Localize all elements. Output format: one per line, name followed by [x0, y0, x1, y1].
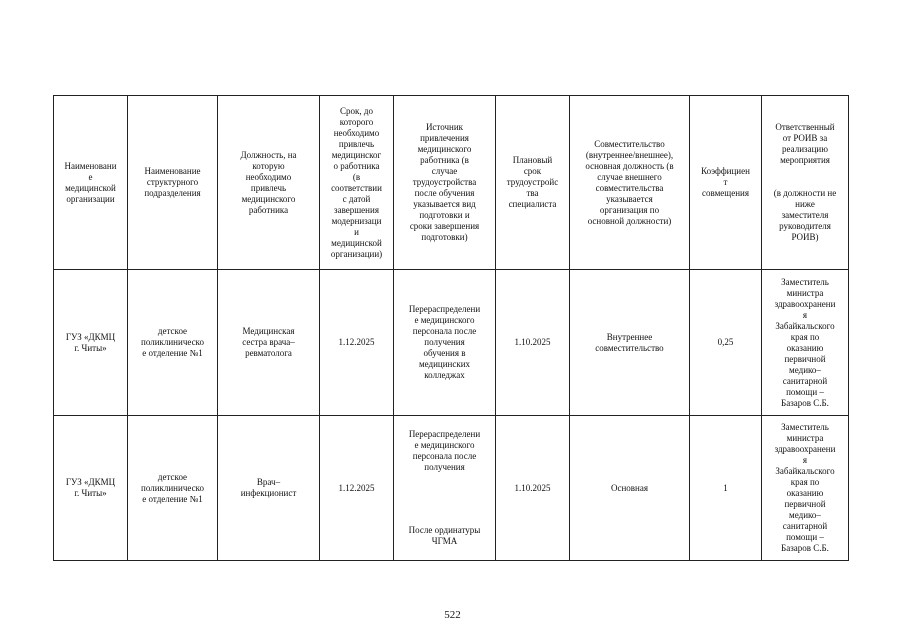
cell-source [394, 416, 496, 561]
header-combination: Совместительство (внутреннее/внешнее), основная должность (в случае внешнего совместительства указывается организация по основной должности) [570, 96, 690, 270]
cell-responsible: Заместитель министра здравоохранени я Забайкальского края по оказанию первичной медико– санитарной помощи – Базаров С.Б. [762, 270, 849, 416]
table-header-row [54, 96, 849, 270]
cell-deadline: 1.12.2025 [320, 270, 394, 416]
cell-planned-date: 1.10.2025 [496, 270, 570, 416]
header-organization: Наименовани е медицинской организации [54, 96, 128, 270]
source-text-top: Перераспределени е медицинского персонала после получения [408, 429, 481, 472]
cell-responsible: Заместитель министра здравоохранени я Забайкальского края по оказанию первичной медико– санитарной помощи – Базаров С.Б. [762, 416, 849, 561]
staffing-table [53, 95, 849, 561]
cell-combination: Основная [570, 416, 690, 561]
cell-planned-date: 1.10.2025 [496, 416, 570, 561]
cell-organization: ГУЗ «ДКМЦ г. Читы» [54, 416, 128, 561]
header-department: Наименование структурного подразделения [128, 96, 218, 270]
page-number: 522 [444, 609, 461, 621]
cell-coefficient: 0,25 [690, 270, 762, 416]
cell-position: Медицинская сестра врача– ревматолога [218, 270, 320, 416]
cell-position: Врач– инфекционист [218, 416, 320, 561]
cell-coefficient: 1 [690, 416, 762, 561]
header-source: Источник привлечения медицинского работника (в случае трудоустройства после обучения указывается вид подготовки и сроки завершения подготовки) [394, 96, 496, 270]
header-planned-date: Плановый срок трудоустройс тва специалиста [496, 96, 570, 270]
source-cell-content [396, 429, 493, 547]
cell-deadline: 1.12.2025 [320, 416, 394, 561]
header-responsible: Ответственный от РОИВ за реализацию мероприятия (в должности не ниже заместителя руководителя РОИВ) [762, 96, 849, 270]
table-row [54, 416, 849, 561]
header-position: Должность, на которую необходимо привлечь медицинского работника [218, 96, 320, 270]
header-deadline: Срок, до которого необходимо привлечь медицинског о работника (в соответствии с датой завершения модернизаци и медицинской организации) [320, 96, 394, 270]
header-coefficient: Коэффициен т совмещения [690, 96, 762, 270]
cell-department: детское поликлиническо е отделение №1 [128, 416, 218, 561]
cell-source: Перераспределени е медицинского персонала после получения обучения в медицинских колледжах [394, 270, 496, 416]
source-text-bottom: После ординатуры ЧГМА [408, 525, 481, 546]
cell-department: детское поликлиническо е отделение №1 [128, 270, 218, 416]
cell-combination: Внутреннее совместительство [570, 270, 690, 416]
table-row [54, 270, 849, 416]
cell-organization: ГУЗ «ДКМЦ г. Читы» [54, 270, 128, 416]
